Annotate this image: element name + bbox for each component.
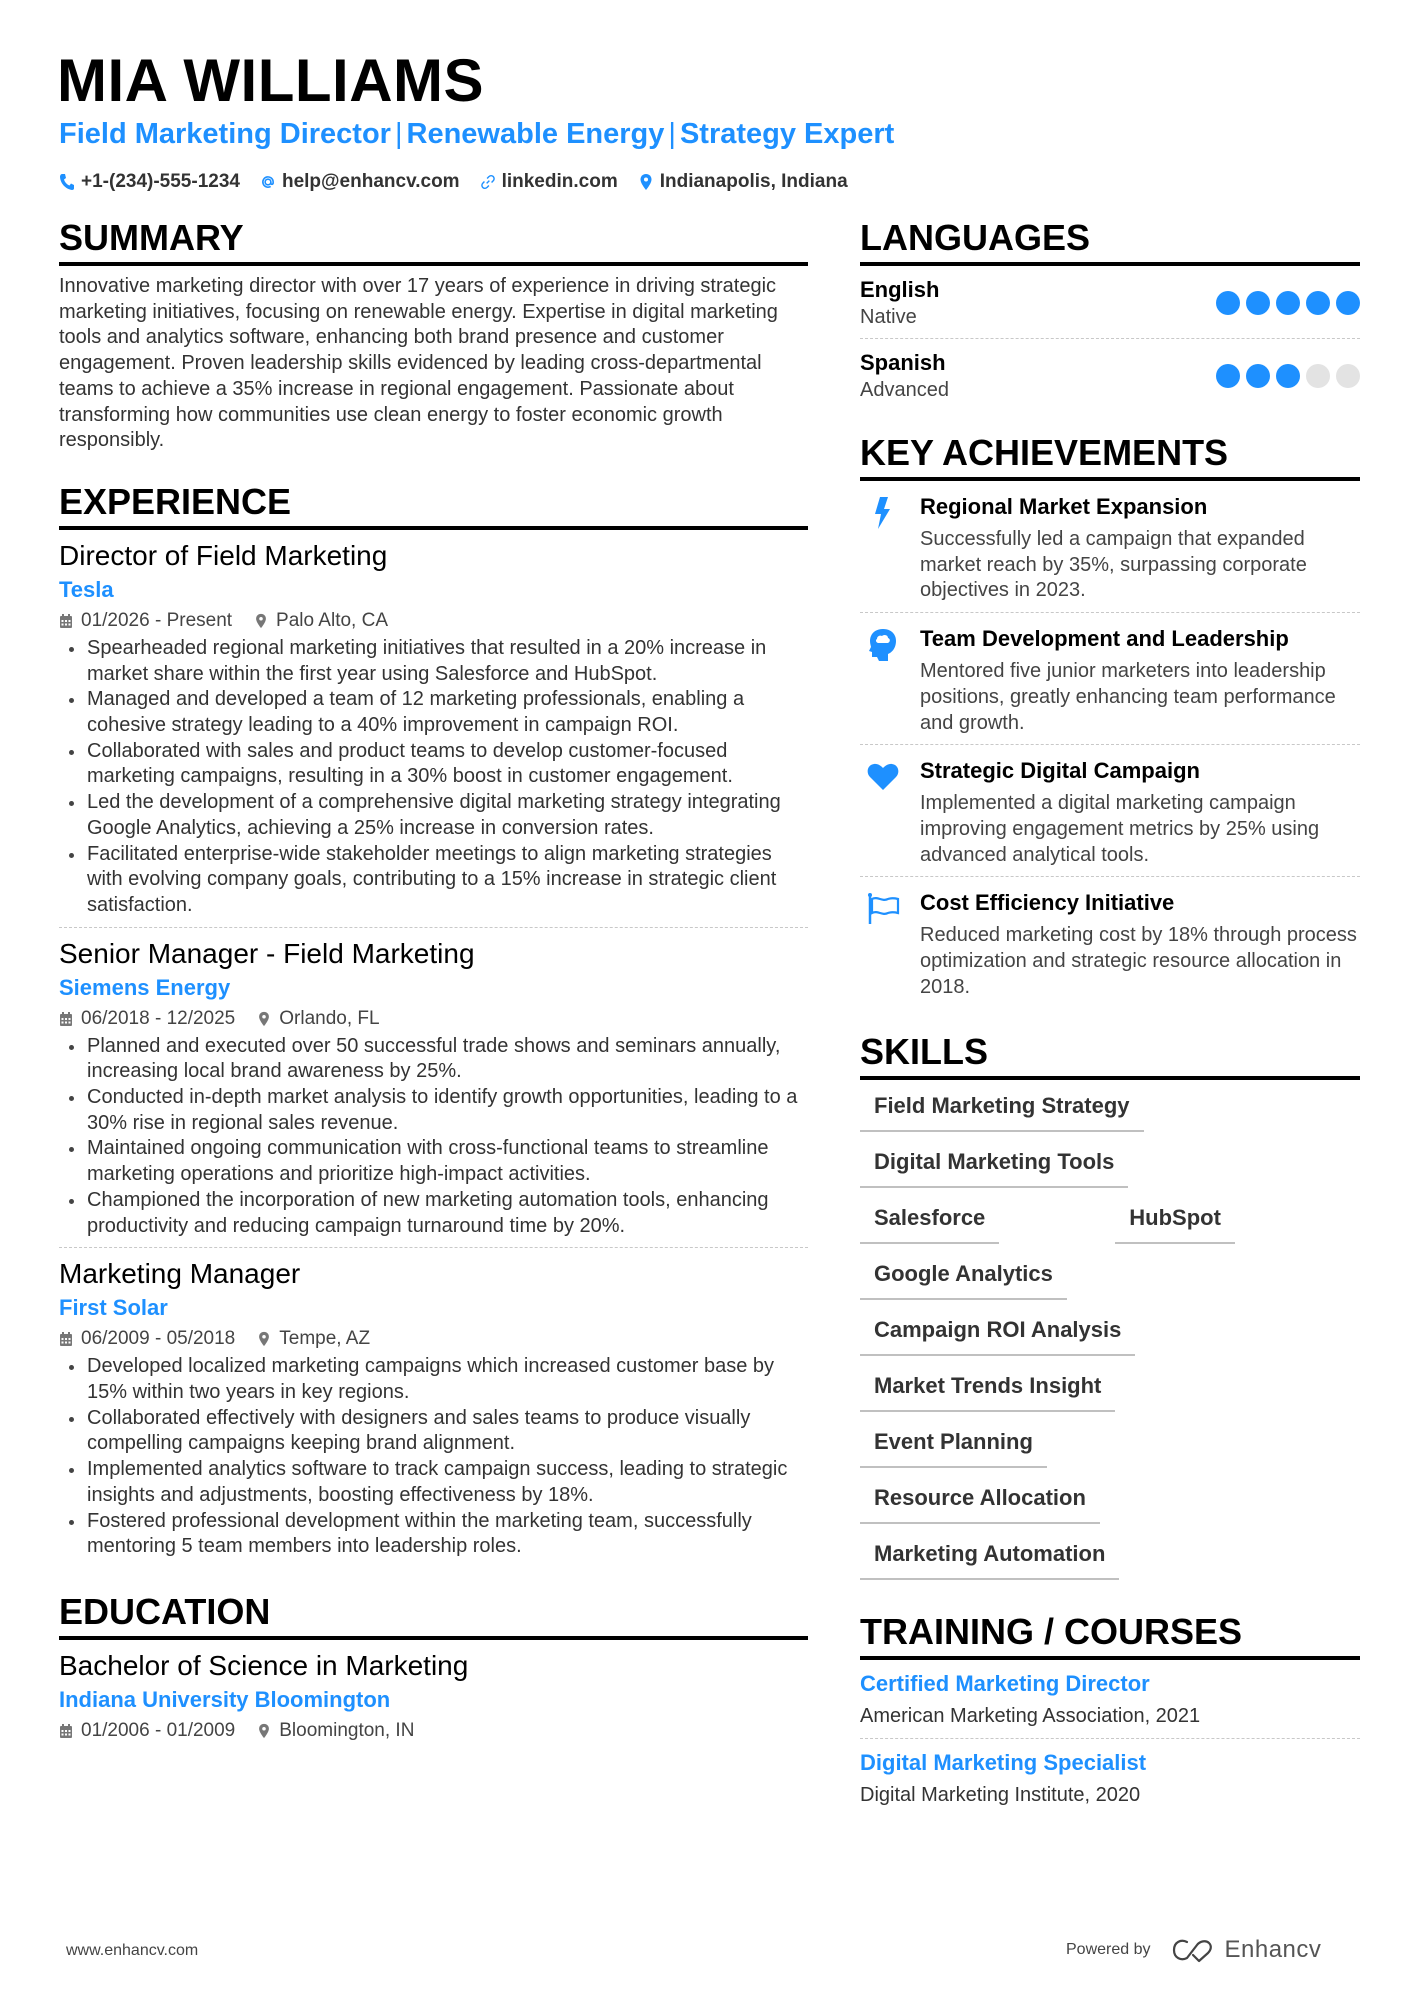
contact-phone[interactable] <box>59 168 240 196</box>
headline-separator: | <box>394 118 403 150</box>
headline-part: Field Marketing Director <box>59 118 391 150</box>
heart-icon <box>866 759 900 795</box>
education-section <box>59 1590 808 1754</box>
flag-icon <box>866 891 900 927</box>
linkedin-text: linkedin.com <box>501 171 618 192</box>
footer-website[interactable]: www.enhancv.com <box>66 1942 199 1959</box>
job-meta <box>59 1004 808 1034</box>
experience-section <box>59 480 808 1568</box>
language-name: Spanish <box>860 350 946 375</box>
skill-tag: Field Marketing Strategy <box>860 1090 1144 1132</box>
job-location <box>257 1324 370 1354</box>
enhancv-logo-icon <box>1171 1937 1217 1963</box>
bullet-item: Led the development of a comprehensive digital marketing strategy integrating Google Analytics, achieving a 25% increase in conversion rates. <box>59 790 808 841</box>
dates-text: 01/2026 - Present <box>81 609 233 631</box>
contact-linkedin[interactable] <box>480 168 618 196</box>
calendar-icon <box>59 1331 73 1347</box>
candidate-name: MIA WILLIAMS <box>57 47 485 114</box>
achievement-icon-wrap <box>860 491 906 604</box>
skill-tag: Digital Marketing Tools <box>860 1146 1128 1188</box>
right-column <box>860 216 1360 1825</box>
language-name: English <box>860 277 940 302</box>
achievement-item <box>860 885 1360 1008</box>
skill-tag: HubSpot <box>1115 1202 1235 1244</box>
location-text: Orlando, FL <box>279 1007 380 1029</box>
job-location <box>254 606 388 636</box>
headline-separator: | <box>668 118 676 150</box>
achievement-item <box>860 621 1360 745</box>
bullet-item: Fostered professional development within the marketing team, successfully mentoring 5 team members into leadership roles. <box>59 1509 808 1560</box>
skills-section <box>860 1030 1360 1580</box>
head-brain-icon <box>866 627 900 663</box>
achievement-description: Successfully led a campaign that expanded market reach by 35%, surpassing corporate objectives in 2023. <box>920 528 1307 602</box>
section-title-experience: EXPERIENCE <box>59 480 808 530</box>
job-title: Director of Field Marketing <box>59 539 388 571</box>
job-location <box>257 1004 379 1034</box>
language-item <box>860 347 1360 411</box>
dates-text: 06/2018 - 12/2025 <box>81 1007 236 1029</box>
job-bullets <box>59 636 808 919</box>
section-title-languages: LANGUAGES <box>860 216 1360 266</box>
education-meta <box>59 1716 808 1746</box>
rating-dot-empty <box>1306 364 1330 388</box>
summary-section <box>59 216 808 454</box>
experience-item <box>59 936 808 1249</box>
bullet-item: Managed and developed a team of 12 marketing professionals, enabling a cohesive strategy leading to a 40% improvement in campaign ROI. <box>59 687 808 738</box>
education-dates <box>59 1716 235 1746</box>
job-title: Senior Manager - Field Marketing <box>59 937 475 969</box>
job-bullets <box>59 1034 808 1240</box>
achievement-icon-wrap <box>860 755 906 868</box>
achievement-item <box>860 753 1360 877</box>
language-level: Native <box>860 306 917 328</box>
brand-name: Enhancv <box>1224 1936 1322 1963</box>
achievement-title: Team Development and Leadership <box>920 626 1289 652</box>
achievement-description: Implemented a digital marketing campaign improving engagement metrics by 25% using advanced analytical tools. <box>920 792 1320 866</box>
location-text: Tempe, AZ <box>279 1328 371 1350</box>
section-title-summary: SUMMARY <box>59 216 808 266</box>
location-pin-icon <box>257 1011 271 1027</box>
job-meta <box>59 606 808 636</box>
powered-by-label: Powered by <box>1066 1941 1151 1958</box>
location-text: Indianapolis, Indiana <box>659 171 848 192</box>
contact-email[interactable] <box>260 168 460 196</box>
phone-text: +1-(234)-555-1234 <box>81 171 240 192</box>
job-dates <box>59 1004 235 1034</box>
brand-logo[interactable] <box>1171 1936 1322 1964</box>
bullet-item: Spearheaded regional marketing initiatives that resulted in a 20% increase in market share within the first year using Salesforce and HubSpot. <box>59 636 808 687</box>
skill-tag: Market Trends Insight <box>860 1370 1115 1412</box>
education-location <box>257 1716 414 1746</box>
at-icon <box>260 173 276 191</box>
achievement-description: Mentored five junior marketers into leadership positions, greatly enhancing team performance and growth. <box>920 660 1336 734</box>
location-text: Bloomington, IN <box>279 1719 415 1741</box>
language-rating <box>1216 291 1360 315</box>
location-pin-icon <box>638 173 654 191</box>
phone-icon <box>59 173 75 191</box>
link-icon <box>480 173 496 191</box>
section-title-skills: SKILLS <box>860 1030 1360 1080</box>
achievement-icon-wrap <box>860 623 906 736</box>
language-item <box>860 274 1360 339</box>
email-text: help@enhancv.com <box>281 171 460 192</box>
footer-branding <box>1066 1936 1321 1964</box>
rating-dot-filled <box>1216 364 1240 388</box>
training-section <box>860 1610 1360 1817</box>
contact-bar <box>59 168 848 196</box>
bullet-item: Planned and executed over 50 successful trade shows and seminars annually, increasing local brand awareness by 25%. <box>59 1034 808 1085</box>
achievements-section <box>860 431 1360 1008</box>
calendar-icon <box>59 1723 73 1739</box>
rating-dot-filled <box>1306 291 1330 315</box>
course-item <box>860 1747 1360 1817</box>
rating-dot-filled <box>1246 291 1270 315</box>
headline <box>59 116 894 152</box>
job-dates <box>59 606 232 636</box>
job-meta <box>59 1324 808 1354</box>
company-name: First Solar <box>59 1295 168 1321</box>
location-pin-icon <box>254 613 268 629</box>
rating-dot-filled <box>1216 291 1240 315</box>
course-org: Digital Marketing Institute, 2020 <box>860 1784 1141 1807</box>
company-name: Tesla <box>59 576 114 602</box>
section-title-training: TRAINING / COURSES <box>860 1610 1360 1660</box>
rating-dot-filled <box>1276 291 1300 315</box>
calendar-icon <box>59 613 73 629</box>
bullet-item: Maintained ongoing communication with cross-functional teams to streamline marketing operations and prioritize high-impact activities. <box>59 1136 808 1187</box>
dates-text: 01/2006 - 01/2009 <box>81 1719 236 1741</box>
left-column <box>59 216 808 1762</box>
language-rating <box>1216 364 1360 388</box>
achievement-title: Strategic Digital Campaign <box>920 758 1200 784</box>
skills-list <box>860 1090 1360 1580</box>
achievement-title: Regional Market Expansion <box>920 494 1208 519</box>
skill-tag: Salesforce <box>860 1202 999 1244</box>
languages-section <box>860 216 1360 411</box>
experience-item <box>59 1256 808 1568</box>
headline-part: Renewable Energy <box>406 118 665 150</box>
location-pin-icon <box>257 1331 271 1347</box>
degree-title: Bachelor of Science in Marketing <box>59 1649 469 1681</box>
headline-part: Strategy Expert <box>679 118 895 150</box>
course-item <box>860 1668 1360 1739</box>
contact-location <box>638 168 848 196</box>
lightning-bolt-icon <box>866 495 900 531</box>
achievement-title: Cost Efficiency Initiative <box>920 890 1175 916</box>
section-title-education: EDUCATION <box>59 1590 808 1640</box>
skill-tag: Event Planning <box>860 1426 1047 1468</box>
bullet-item: Collaborated effectively with designers and sales teams to produce visually compelling campaigns keeping brand alignment. <box>59 1406 808 1457</box>
summary-text: Innovative marketing director with over 17 years of experience in driving strategic marketing initiatives, focusing on renewable energy. Expertise in digital marketing tools and analytics software, enhancing both brand presence and customer engagement. Proven leadership skills evidenced by leading cross-departmental teams to achieve a 35% increase in regional engagement. Passionate about transforming how communities use clean energy to foster economic growth responsibly. <box>59 275 778 452</box>
skill-tag: Marketing Automation <box>860 1538 1119 1580</box>
skill-tag: Campaign ROI Analysis <box>860 1314 1135 1356</box>
bullet-item: Championed the incorporation of new marketing automation tools, enhancing productivity and reducing campaign turnaround time by 20%. <box>59 1188 808 1239</box>
location-text: Palo Alto, CA <box>276 609 388 631</box>
rating-dot-filled <box>1246 364 1270 388</box>
rating-dot-filled <box>1276 364 1300 388</box>
skill-tag: Google Analytics <box>860 1258 1067 1300</box>
section-title-achievements: KEY ACHIEVEMENTS <box>860 431 1360 481</box>
school-name: Indiana University Bloomington <box>59 1686 391 1712</box>
job-title: Marketing Manager <box>59 1258 301 1290</box>
achievement-description: Reduced marketing cost by 18% through process optimization and strategic resource allocation in 2018. <box>920 924 1357 998</box>
job-dates <box>59 1324 235 1354</box>
course-title: Certified Marketing Director <box>860 1671 1150 1697</box>
education-item <box>59 1648 808 1754</box>
course-title: Digital Marketing Specialist <box>860 1750 1147 1776</box>
dates-text: 06/2009 - 05/2018 <box>81 1328 236 1350</box>
rating-dot-filled <box>1336 291 1360 315</box>
rating-dot-empty <box>1336 364 1360 388</box>
course-org: American Marketing Association, 2021 <box>860 1705 1201 1728</box>
company-name: Siemens Energy <box>59 974 231 1000</box>
bullet-item: Developed localized marketing campaigns which increased customer base by 15% within two years in key regions. <box>59 1354 808 1405</box>
bullet-item: Conducted in-depth market analysis to identify growth opportunities, leading to a 30% rise in regional sales revenue. <box>59 1085 808 1136</box>
calendar-icon <box>59 1011 73 1027</box>
achievement-item <box>860 489 1360 613</box>
location-pin-icon <box>257 1723 271 1739</box>
bullet-item: Collaborated with sales and product teams to develop customer-focused marketing campaigns, resulting in a 30% boost in customer engagement. <box>59 739 808 790</box>
achievement-icon-wrap <box>860 887 906 1000</box>
bullet-item: Facilitated enterprise-wide stakeholder meetings to align marketing strategies with evolving company goals, contributing to a 15% increase in strategic client satisfaction. <box>59 842 808 919</box>
language-level: Advanced <box>860 379 949 401</box>
skill-tag: Resource Allocation <box>860 1482 1100 1524</box>
bullet-item: Implemented analytics software to track campaign success, leading to strategic insights and adjustments, boosting effectiveness by 18%. <box>59 1457 808 1508</box>
experience-item <box>59 538 808 928</box>
job-bullets <box>59 1354 808 1560</box>
